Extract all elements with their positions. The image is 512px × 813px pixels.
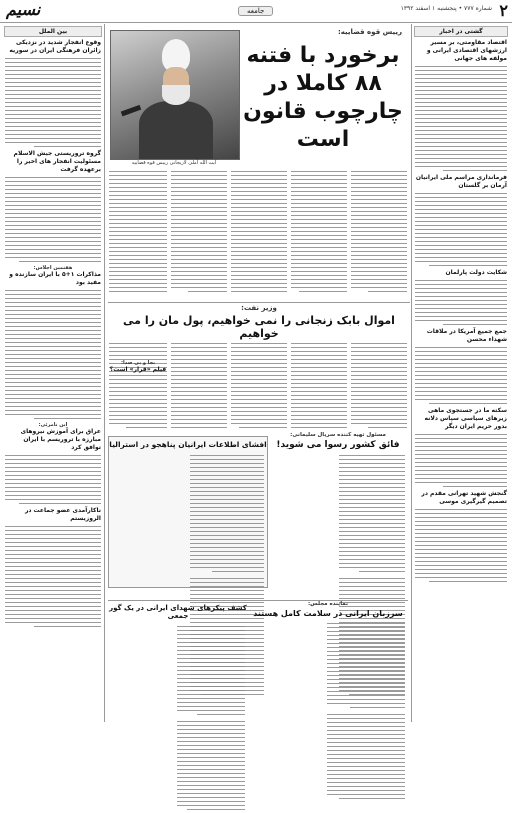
lead-photo-caption: آیت الله آملی لاریجانی رییس قوه قضاییه: [131, 160, 217, 166]
newspaper-logo: نسیم: [6, 0, 41, 19]
sub-story-3: [108, 360, 168, 430]
second-kicker: وزیر نفت:: [241, 304, 277, 312]
lead-headline-block: [238, 28, 408, 158]
sub1-title: فائق کشور رسوا می شوید!: [276, 440, 400, 450]
sub3-kicker: بجا و بی صدا:: [120, 360, 156, 366]
international-column-title: بین الملل: [4, 26, 102, 37]
section-label: جامعه: [238, 6, 273, 16]
intl-lead-title: وقوع انفجار شدید در نزدیکی زائران فرهنگی ایران در سوریه: [9, 39, 101, 54]
intl-item-body: [2, 526, 104, 627]
intl-lead-body: [2, 58, 104, 147]
lead-photo: [110, 30, 240, 160]
roundup-item-title: سکته ما در جستجوی ماهی زیرهای سیاسی سپاس دلانه بدور حریم ایران دیگر: [424, 407, 507, 430]
section-divider: [108, 302, 410, 303]
intl-item-body: [2, 177, 104, 262]
sub2-title: افشای اطلاعات ایرانیان پناهجو در استرالیا: [109, 440, 267, 449]
page-number: ۲: [499, 1, 508, 20]
news-roundup-column: [411, 24, 510, 722]
issue-info: شماره ۷۷۷ • پنجشنبه ۱ اسفند ۱۳۹۲: [400, 5, 492, 12]
roundup-item-title: جمع جمیع آمریکا در ملاقات شهداء محسن: [426, 328, 507, 343]
roundup-title: گشتی در اخبار: [414, 26, 508, 37]
intl-item-kicker: ابن نامرئی:: [38, 422, 68, 428]
roundup-item-body: [412, 347, 510, 404]
intl-item-title: گروه تروریستی جیش الاسلام مسئولیت انفجار های اخیر را برعهده گرفت: [13, 150, 101, 173]
roundup-item-title: شکایت دولت پارلمان: [445, 269, 507, 276]
sub3-title: فیلم «قرار» است؟: [109, 366, 167, 373]
roundup-lead-body: [412, 66, 510, 171]
lead-kicker: رییس قوه قضاییه:: [337, 28, 402, 36]
roundup-item-title: گنجش شهید تهرانی مقدم در تصمیم گیرگیری موسی: [421, 490, 507, 505]
sub-story-1: [268, 432, 408, 592]
intl-item-body: [2, 455, 104, 504]
roundup-item-body: [412, 509, 510, 582]
intl-item-body: [2, 290, 104, 419]
lead-story-body: [110, 168, 410, 298]
roundup-item-body: [412, 280, 510, 325]
sub4-title: سرزبان ایرانی در سلامت کامل هستند: [253, 609, 403, 618]
roundup-item-body: [412, 434, 510, 487]
intl-item-title: مذاکرات ۱+۵ با ایران سازنده و مفید بود: [9, 271, 101, 286]
intl-item-kicker: هفتمین اجلاس:: [33, 265, 73, 271]
roundup-item-title: فرمانداری مراسم ملی ایرانیان آرمان بر گلستان: [415, 174, 507, 189]
sub1-kicker: مسئول تهیه کننده سریال سلیمانی:: [290, 432, 386, 438]
sub-story-4: [248, 600, 408, 723]
page-header: [0, 0, 512, 23]
sub-story-5: [108, 600, 248, 723]
second-headline: اموال بابک زنجانی را نمی خواهیم، پول مان را می خواهیم: [123, 314, 395, 340]
lead-headline: برخورد با فتنه ۸۸ کاملا در چارچوب قانون است: [243, 43, 403, 152]
sub4-kicker: نماینده مجلس:: [307, 601, 349, 607]
international-column: [2, 24, 105, 722]
intl-item-title: ناکارآمدی عضو جماعت در الروزیستم: [24, 507, 101, 522]
roundup-lead-title: اقتصاد مقاومتی، بر مسیر ارزشهای اقتصادی ایرانی و مولفه های جهانی: [426, 39, 507, 62]
sub-story-2: [108, 436, 268, 588]
roundup-item-body: [412, 193, 510, 266]
sub5-title: کشف پیکرهای شهدای ایرانی در یک گور جمعی: [109, 604, 247, 620]
intl-item-title: عراق برای آموزش نیروهای مبارزه با تروریسم با ایران توافق کرد: [20, 428, 101, 451]
